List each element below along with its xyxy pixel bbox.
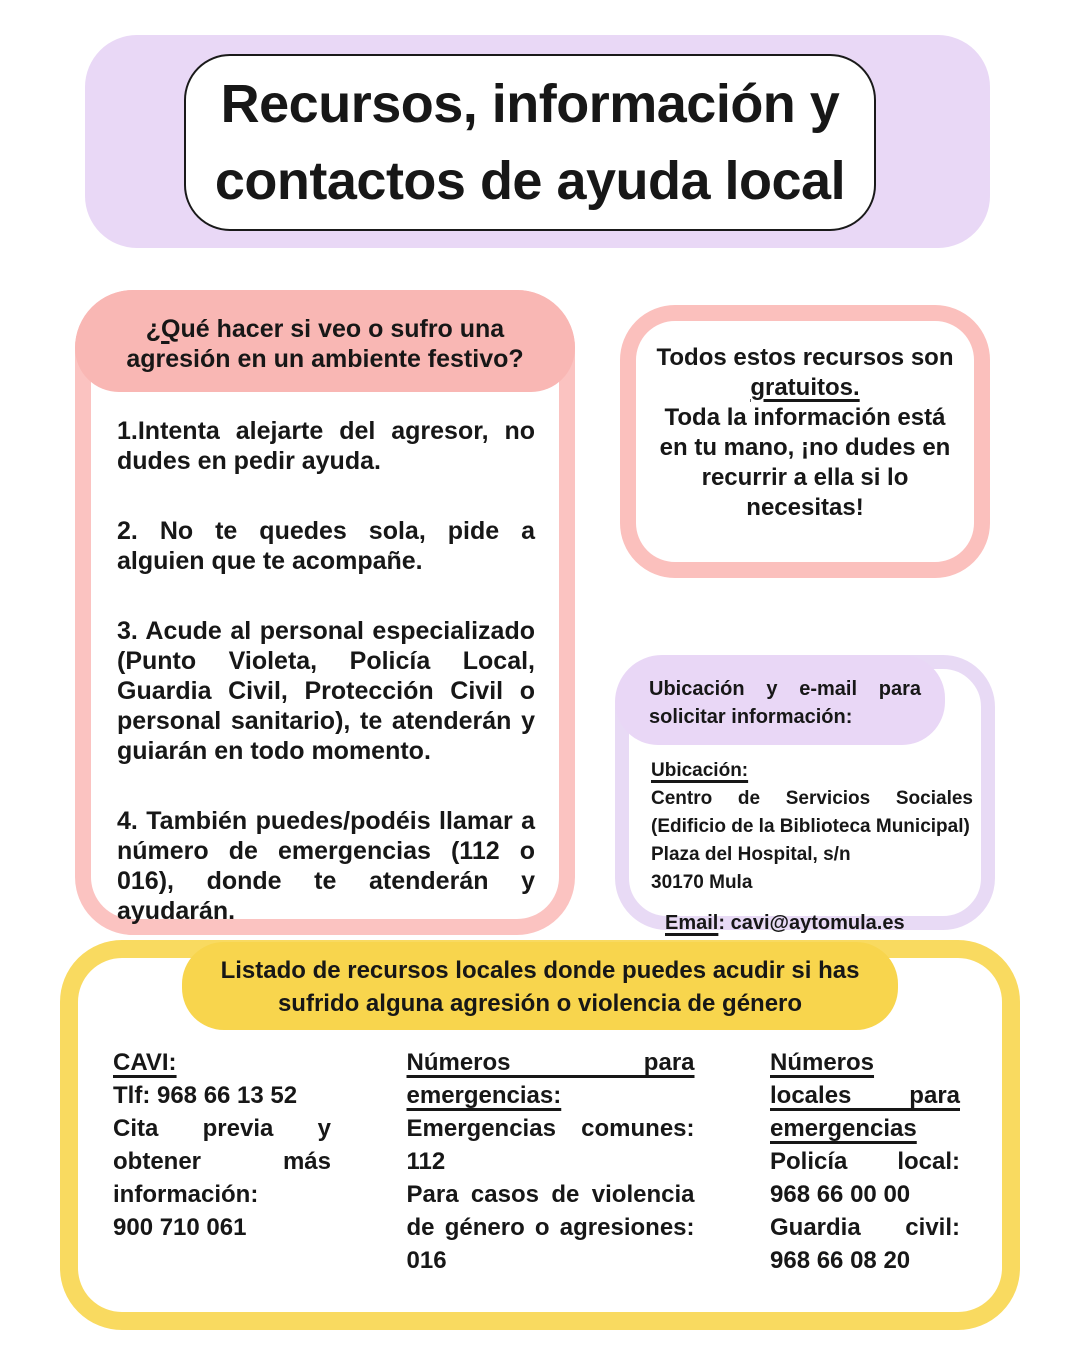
- list-item-4: 4. También puedes/podéis llamar a número de emergencias (112 o 016), donde te atenderán y ayudarán.: [117, 807, 535, 925]
- column-emergency-numbers: [407, 1046, 695, 1277]
- free-resources-line1: Todos estos recursos son: [656, 344, 954, 371]
- emergency-gender-violence: Para casos de violencia de género o agresiones: 016: [406, 1181, 695, 1274]
- free-resources-underlined: gratuitos.: [750, 374, 860, 401]
- emergency-common: Emergencias comunes: 112: [406, 1115, 695, 1175]
- email-address: : cavi@aytomula.es: [718, 912, 905, 934]
- column-local-numbers: [770, 1046, 960, 1277]
- contact-card-header: Ubicación y e-mail para solicitar información:: [615, 655, 945, 745]
- contact-card-body: [629, 745, 981, 937]
- contact-card: [615, 655, 995, 934]
- resources-title-pill: Listado de recursos locales donde puedes acudir si has sufrido alguna agresión o violencia de género: [182, 942, 898, 1030]
- address-line-1: Centro de Servicios Sociales (Edificio de la Biblioteca Municipal): [651, 788, 973, 837]
- resources-columns: [78, 1030, 1002, 1277]
- title-underlined-letter: Q: [161, 315, 181, 343]
- title-rest: ué hacer si veo o sufro una agresión en un ambiente festivo?: [126, 315, 524, 373]
- cavi-info: Cita previa y obtener más información:: [113, 1115, 331, 1208]
- what-to-do-card: [75, 290, 575, 935]
- page-title: Recursos, información y contactos de ayuda local: [214, 73, 846, 211]
- title-prefix: ¿: [145, 315, 162, 343]
- free-resources-card: [620, 305, 990, 578]
- civil-guard: Guardia civil: 968 66 08 20: [770, 1214, 960, 1274]
- column-cavi-heading: CAVI:: [113, 1049, 177, 1076]
- what-to-do-list: [91, 392, 559, 926]
- column-emergency-heading: Números para emergencias:: [406, 1049, 695, 1109]
- column-cavi: [113, 1046, 331, 1277]
- location-label: Ubicación:: [651, 760, 749, 781]
- column-local-heading: Números locales para emergencias: [770, 1049, 960, 1142]
- cavi-phone-2: 900 710 061: [113, 1214, 247, 1241]
- email-line: [651, 909, 973, 937]
- free-resources-rest: Toda la información está en tu mano, ¡no dudes en recurrir a ella si lo necesitas!: [659, 404, 951, 521]
- header-card-inner: [184, 54, 876, 231]
- address-line-3: 30170 Mula: [651, 872, 753, 893]
- list-item-1: 1.Intenta alejarte del agresor, no dudes en pedir ayuda.: [117, 417, 535, 475]
- list-item-3: 3. Acude al personal especializado (Punto Violeta, Policía Local, Guardia Civil, Protección Civil o personal sanitario), te atenderán y guiarán en todo momento.: [117, 617, 535, 765]
- cavi-phone: Tlf: 968 66 13 52: [113, 1082, 298, 1109]
- what-to-do-title: [75, 290, 575, 392]
- local-police: Policía local: 968 66 00 00: [770, 1148, 960, 1208]
- header-card: [85, 35, 990, 248]
- address-line-2: Plaza del Hospital, s/n: [651, 844, 851, 865]
- resources-card: [60, 940, 1020, 1330]
- email-label: Email: [665, 912, 719, 934]
- list-item-2: 2. No te quedes sola, pide a alguien que te acompañe.: [117, 517, 535, 575]
